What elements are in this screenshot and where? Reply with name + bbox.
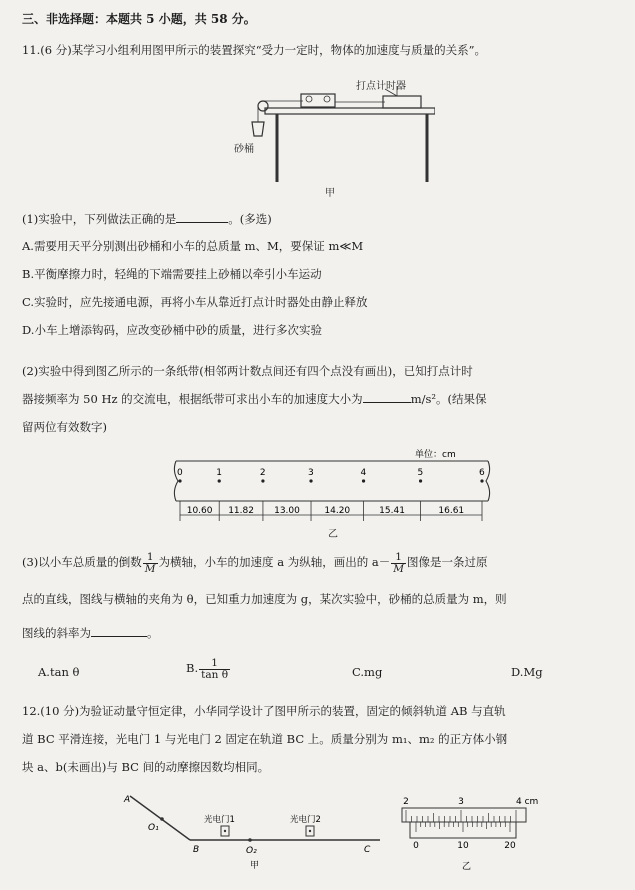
label-A: A bbox=[124, 795, 131, 805]
label-O2: O₂ bbox=[246, 846, 257, 856]
tape-point-label: 1 bbox=[216, 468, 222, 478]
answer-blank-1[interactable] bbox=[176, 211, 228, 223]
fraction-1-over-M-2: $\frac{1}{M}$ bbox=[393, 550, 405, 575]
option-1c: C.实验时，应先接通电源，再将小车从靠近打点计时器处由静止释放 bbox=[22, 295, 368, 309]
bucket-label: 砂桶 bbox=[234, 144, 254, 155]
vernier-scale-label: 20 bbox=[504, 841, 516, 851]
track-caption: 甲 bbox=[250, 861, 260, 870]
q11-part1: (1)实验中，下列做法正确的是 。(多选) bbox=[22, 212, 272, 226]
tape-dot-5 bbox=[419, 479, 422, 482]
q11-part2-line1: (2)实验中得到图乙所示的一条纸带(相邻两计数点间还有四个点没有画出)，已知打点计时 bbox=[22, 364, 473, 378]
option-1b: B.平衡摩擦力时，轻绳的下端需要挂上砂桶以牵引小车运动 bbox=[22, 267, 322, 281]
ticker-timer bbox=[383, 96, 421, 108]
q12-line1: 12.(10 分)为验证动量守恒定律，小华同学设计了图甲所示的装置，固定的倾斜轨道 AB 与直轨 bbox=[22, 704, 506, 718]
tape-segment-label: 13.00 bbox=[274, 506, 300, 516]
tape-segment-label: 10.60 bbox=[186, 506, 213, 516]
main-scale-label: 3 bbox=[458, 797, 464, 807]
vernier-caption: 乙 bbox=[462, 862, 472, 872]
q12-line3: 块 a、b(未画出)与 BC 间的动摩擦因数均相同。 bbox=[22, 760, 270, 774]
tape-dot-2 bbox=[261, 479, 264, 482]
main-scale-label: 2 bbox=[403, 797, 409, 807]
option-1a: A.需要用天平分别测出砂桶和小车的总质量 m、M，要保证 m≪M bbox=[22, 239, 364, 253]
main-scale-label: 4 cm bbox=[516, 797, 538, 807]
tape-dot-3 bbox=[309, 479, 312, 482]
option-3a: A.tan θ bbox=[38, 665, 80, 679]
track-figure bbox=[118, 790, 388, 870]
q12-line2: 道 BC 平滑连接，光电门 1 与光电门 2 固定在轨道 BC 上。质量分别为 m₁、m₂ 的正方体小钢 bbox=[22, 732, 508, 746]
option-1d: D.小车上增添钩码，应改变砂桶中砂的质量，进行多次实验 bbox=[22, 323, 322, 337]
label-gate-2: 光电门2 bbox=[290, 815, 321, 825]
section-header: 三、非选择题：本题共 5 小题，共 58 分。 bbox=[22, 12, 256, 26]
vernier-figure bbox=[398, 792, 538, 872]
option-3b: B. $\frac{1}{\text{tan θ}}$ bbox=[186, 656, 229, 681]
q11-part3-line1: (3)以小车总质量的倒数 $\frac{1}{M}$ 为横轴，小车的加速度 a 为纵轴，画出的 a－ $\frac{1}{M}$ 图像是一条过原 bbox=[22, 550, 488, 575]
q11-intro: 11.(6 分)某学习小组利用图甲所示的装置探究“受力一定时，物体的加速度与质量的关系”。 bbox=[22, 43, 486, 57]
tape-unit: 单位：cm bbox=[415, 450, 456, 460]
tape-dot-4 bbox=[362, 479, 365, 482]
label-C: C bbox=[364, 845, 371, 855]
label-B: B bbox=[193, 845, 200, 855]
option-3d: D.Mg bbox=[511, 665, 543, 679]
q11-part3-line2: 点的直线，图线与横轴的夹角为 θ，已知重力加速度为 g，某次实验中，砂桶的总质量为 m，则 bbox=[22, 592, 507, 606]
answer-blank-3[interactable] bbox=[91, 625, 147, 637]
tape-point-label: 4 bbox=[360, 468, 367, 478]
fig1-caption: 甲 bbox=[325, 188, 335, 199]
label-gate-1: 光电门1 bbox=[204, 815, 235, 825]
tape-dot-1 bbox=[218, 479, 221, 482]
tape-point-label: 6 bbox=[479, 468, 485, 478]
tape-point-label: 5 bbox=[417, 468, 424, 478]
label-O1: O₁ bbox=[148, 823, 159, 833]
tape-dot-6 bbox=[480, 479, 483, 482]
vernier-scale-label: 0 bbox=[413, 841, 419, 851]
tape-segment-label: 11.82 bbox=[228, 506, 254, 516]
q11-part3-line3: 图线的斜率为 。 bbox=[22, 626, 159, 640]
option-3c: C.mg bbox=[352, 665, 383, 679]
q11-part2-line2: 器接频率为 50 Hz 的交流电，根据纸带可求出小车的加速度大小为 m/s²。(结果保 bbox=[22, 392, 487, 406]
tape-dot-0 bbox=[178, 479, 181, 482]
timer-label: 打点计时器 bbox=[356, 81, 406, 92]
tape-point-label: 0 bbox=[177, 468, 183, 478]
tape-segment-label: 16.61 bbox=[438, 506, 465, 516]
q11-part2-line3: 留两位有效数字) bbox=[22, 420, 107, 434]
tape-caption: 乙 bbox=[328, 529, 338, 540]
sand-bucket bbox=[252, 122, 264, 136]
table-top bbox=[265, 108, 435, 114]
main-scale bbox=[402, 808, 526, 822]
tape-segment-label: 14.20 bbox=[324, 506, 351, 516]
pulley bbox=[258, 101, 268, 111]
tape-segment-label: 15.41 bbox=[379, 506, 405, 516]
fraction-1-over-M: $\frac{1}{M}$ bbox=[144, 550, 156, 575]
answer-blank-2[interactable] bbox=[363, 391, 411, 403]
tape-point-label: 3 bbox=[308, 468, 314, 478]
incline-AB bbox=[130, 796, 190, 840]
tape-point-label: 2 bbox=[259, 468, 266, 478]
vernier-scale-label: 10 bbox=[457, 841, 469, 851]
